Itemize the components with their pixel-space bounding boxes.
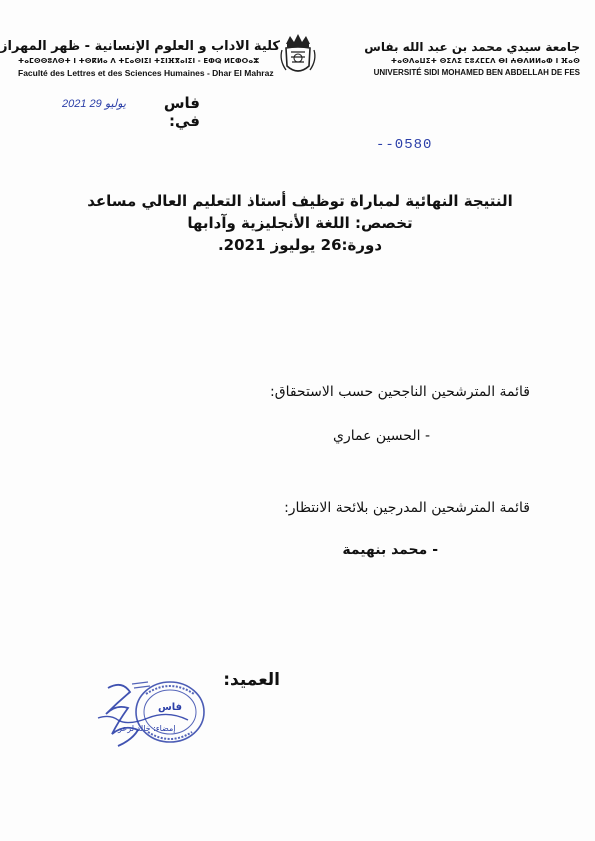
list-item: - محمد بنهيمة bbox=[342, 542, 438, 558]
title-line-2: تخصص: اللغة الأنجليزية وآدابها bbox=[187, 214, 413, 232]
university-name-tifinagh: ⵜⴰⵙⴷⴰⵡⵉⵜ ⵙⵉⴷⵉ ⵎⵓⵃⵎⵎⴷ ⴱⵏ ⵄⴱⴷⵍⵍⴰⵀ ⵏ ⴼⴰⵙ bbox=[390, 57, 580, 65]
dean-label: العميد: bbox=[223, 670, 280, 690]
reference-number: --0580 bbox=[376, 137, 433, 153]
waitlist-section bbox=[60, 498, 530, 560]
list-item: - الحسين عماري bbox=[333, 428, 430, 444]
stamp-city: فاس bbox=[158, 702, 183, 713]
date-label: فاس في: bbox=[163, 94, 200, 130]
official-stamp-icon bbox=[88, 674, 228, 754]
university-name-fr: UNIVERSITÉ SIDI MOHAMED BEN ABDELLAH DE FES bbox=[373, 68, 580, 77]
document-title bbox=[70, 190, 530, 256]
faculty-name-fr: Faculté des Lettres et des Sciences Humaines - Dhar El Mahraz bbox=[18, 68, 274, 78]
accepted-heading: قائمة المترشحين الناجحين حسب الاستحقاق: bbox=[269, 384, 530, 400]
faculty-header bbox=[0, 38, 280, 79]
university-name-ar: جامعة سيدي محمد بن عبد الله بفاس bbox=[364, 40, 580, 54]
waitlist-heading: قائمة المترشحين المدرجين بلائحة الانتظار: bbox=[284, 500, 530, 516]
university-header bbox=[318, 38, 580, 79]
accepted-candidates-section bbox=[60, 382, 530, 446]
title-line-3: دورة:26 يوليوز 2021. bbox=[217, 236, 383, 254]
faculty-name-ar: كلية الاداب و العلوم الإنسانية - ظهر المهراز bbox=[0, 39, 280, 54]
signer-name: إمضاء: خالد لزعر bbox=[118, 724, 176, 733]
title-line-1: النتيجة النهائية لمباراة توظيف أستاذ التعليم العالي مساعد bbox=[87, 192, 513, 210]
faculty-name-tifinagh: ⵜⴰⵎⵙⵙⵓⴷⵙⵜ ⵏ ⵜⵙⴽⵍⴰ ⴷ ⵜⵎⴰⵙⵏⵉⵏ ⵜⵉⵏⴼⴳⴰⵏⵉⵏ - ⴹⵀⵕ ⵍⵎⵀⵔⴰⵣ bbox=[18, 57, 260, 65]
date-value: 2021 يوليو 29 bbox=[62, 98, 126, 110]
university-emblem-icon bbox=[278, 30, 318, 80]
